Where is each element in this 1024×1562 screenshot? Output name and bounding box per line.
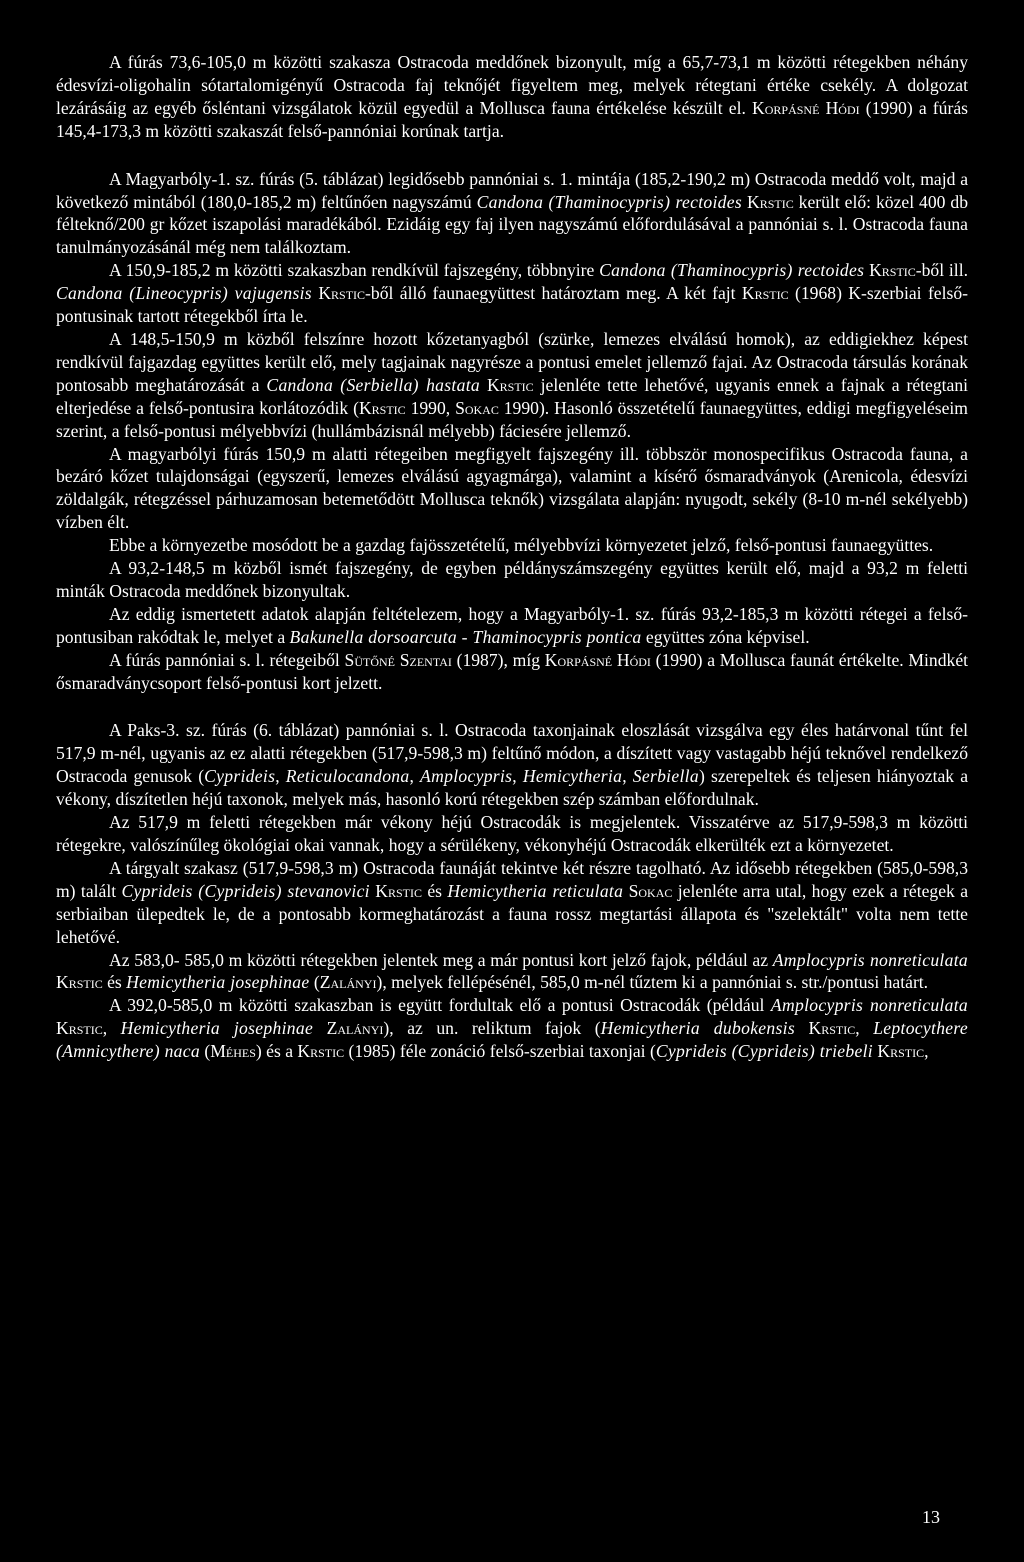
text-run: és xyxy=(421,880,448,901)
taxon-name: Candona (Thaminocypris) rectoides xyxy=(476,191,743,212)
taxon-name: Amplocypris nonreticulata xyxy=(772,949,968,970)
author-name: Méhes xyxy=(210,1041,256,1062)
text-run: ( xyxy=(199,1041,211,1062)
taxon-name: Hemicytheria josephinae xyxy=(126,972,310,993)
text-run: A Magyarbóly-1. sz. fúrás (5. táblázat) legidősebb pannóniai s. 1. mintája (185,2-190,2 m) Ostracoda meddő volt, majd a következő mintából (180,0-185,2 m) feltűnően nagyszámú xyxy=(56,168,968,212)
paragraph xyxy=(56,259,968,328)
text-run: (1985) féle zonáció felső-szerbiai taxonjai ( xyxy=(344,1041,656,1062)
text-run: , xyxy=(924,1041,929,1062)
author-name: Krstic xyxy=(358,397,406,418)
text-run: , xyxy=(275,766,286,787)
text-run: jelenléte arra utal, hogy ezek a rétegek a serbiaiban ülepedtek le, de a pontosabb kormeghatározást a fauna rossz megtartási állapota és "szelektált" volta nem tette lehetővé. xyxy=(56,880,969,947)
taxon-name: Candona (Lineocypris) vajugensis xyxy=(56,283,312,304)
text-run: A Paks-3. sz. fúrás (6. táblázat) pannóniai s. l. Ostracoda taxonjainak eloszlását vizsgálva egy éles határvonal tűnt fel 517,9 m-nél, ugyanis az ez alatti rétegekben (517,9-598,3 m) feltűnő módon, a díszített vagy vastagabb héjú teknővel rendelkező Ostracoda genusok ( xyxy=(56,720,968,787)
author-name: Krstic xyxy=(297,1041,345,1062)
text-run: és xyxy=(102,972,127,993)
author-name: Krstic xyxy=(808,1018,856,1039)
taxon-name: Hemicytheria reticulata xyxy=(447,880,624,901)
taxon-name: Candona (Serbiella) hastata xyxy=(266,374,480,395)
taxon-name: Leptocythere (Amnicythere) naca xyxy=(56,1018,969,1062)
author-name: Krstic xyxy=(318,283,366,304)
taxon-name: Serbiella xyxy=(632,766,699,787)
author-name: Sokac xyxy=(455,397,499,418)
author-name: Korpásné Hódi xyxy=(544,649,651,670)
text-run xyxy=(480,375,487,395)
taxon-name: Candona (Thaminocypris) rectoides xyxy=(599,260,865,281)
text-run: jelenléte tette lehetővé, ugyanis ennek a fajnak a rétegtani elterjedése a felső-pontusira korlátozódik ( xyxy=(56,374,968,418)
author-name: Krstic xyxy=(741,283,789,304)
text-run: , xyxy=(622,766,633,787)
paragraph xyxy=(56,328,968,443)
text-run: A 93,2-148,5 m közből ismét fajszegény, de egyben példányszámszegény együttes került elő, majd a 93,2 m feletti minták Ostracoda meddőnek bizonyultak. xyxy=(56,558,968,601)
author-name: Krstic xyxy=(375,880,422,901)
text-run: Ebbe a környezetbe mosódott be a gazdag fajösszetételű, mélyebbvízi környezetet jelző, felső-pontusi faunaegyüttes. xyxy=(109,535,934,556)
author-name: Sokac xyxy=(628,880,673,901)
paragraph xyxy=(56,603,968,649)
paragraph xyxy=(56,443,968,535)
paragraph xyxy=(56,51,968,143)
text-run: A fúrás 73,6-105,0 m közötti szakasza Ostracoda meddőnek bizonyult, míg a 65,7-73,1 m közötti rétegekben néhány édesvízi-oligohalin sótartalomigényű Ostracoda faj teknőjét figyeltem meg, melyek rétegtani értéke csekély. A dolgozat lezárásáig az egyéb ősléntani vizsgálatok közül egyedül a Mollusca fauna értékelése készült el. xyxy=(56,52,968,118)
paragraph xyxy=(56,168,968,260)
taxon-name: Cyprideis (Cyprideis) triebeli xyxy=(655,1041,873,1062)
text-run: ( xyxy=(309,972,320,993)
taxon-name: Amplocypris nonreticulata xyxy=(770,995,968,1016)
author-name: Krstic xyxy=(877,1041,925,1062)
text-run: A 392,0-585,0 m közötti szakaszban is együtt fordultak elő a pontusi Ostracodák (például xyxy=(109,995,771,1016)
text-run: -ből álló faunaegyüttest határoztam meg. A két fajt xyxy=(365,283,742,304)
text-run: ), az un. reliktum fajok ( xyxy=(383,1018,601,1039)
paragraph xyxy=(56,557,968,603)
taxon-name: Reticulocandona xyxy=(285,766,410,787)
text-run: A magyarbólyi fúrás 150,9 m alatti rétegeiben megfigyelt fajszegény ill. többször monospecifikus Ostracoda fauna, a bezáró kőzet tulajdonságai (egyszerű, lemezes elválású agyagmárga), valamint a kísérő ősmaradványok (Arenicola, édesvízi zöldalgák, rétegzéssel párhuzamosan betemetődött Mollusca teknők) vizsgálata alapján: nyugodt, sekély (8-10 m-nél sekélyebb) vízben élt. xyxy=(56,443,968,533)
text-run: 1990, xyxy=(405,397,456,418)
paragraph xyxy=(56,949,968,995)
text-run: , xyxy=(409,766,421,787)
taxon-name: Amplocypris xyxy=(420,766,513,787)
text-run: , xyxy=(855,1018,874,1039)
text-run: 1990). Hasonló összetételű faunaegyüttes, eddigi megfigyeléseim szerint, a felső-pontusi mélyebbvízi (hullámbázisnál mélyebb) fáciesére jellemző. xyxy=(56,397,968,441)
text-run: A 150,9-185,2 m közötti szakaszban rendkívül fajszegény, többnyire xyxy=(109,260,600,281)
text-run: , xyxy=(102,1018,121,1039)
text-run xyxy=(313,1018,327,1038)
author-name: Krstic xyxy=(56,1018,103,1039)
text-run: A tárgyalt szakasz (517,9-598,3 m) Ostracoda faunáját tekintve két részre tagolható. Az idősebb rétegekben (585,0-598,3 m) talált xyxy=(56,857,968,901)
text-run: (1968) K-szerbiai felső-pontusinak tartott rétegekből írta le. xyxy=(56,283,969,327)
paragraph-gap xyxy=(56,694,968,719)
text-run: ), melyek fellépésénél, 585,0 m-nél tűztem ki a pannóniai s. str./pontusi határt. xyxy=(376,972,929,993)
text-run: -ből ill. xyxy=(915,260,968,281)
body-text xyxy=(56,51,968,1063)
text-run: került elő: közel 400 db félteknő/200 gr kőzet iszapolási maradékából. Ezidáig egy faj ilyen nagyszámú előfordulásával a pannóniai s. l. Ostracoda fauna tanulmányozásánál még nem találkoztam. xyxy=(56,191,968,258)
text-run: ) szerepeltek és teljesen hiányoztak a vékony, díszítetlen héjú taxonok, melyek más, hasonló korú rétegekben szép számban előfordulnak. xyxy=(56,766,969,810)
author-name: Krstic xyxy=(869,260,916,281)
text-run: Az 517,9 m feletti rétegekben már vékony héjú Ostracodák is megjelentek. Visszatérve az 517,9-598,3 m közötti rétegekre, valószínűleg ökológiai okai vannak, hogy a sérülékeny, vékonyhéjú Ostracodák elkerülték ezt a környezetet. xyxy=(56,812,968,855)
paragraph xyxy=(56,811,968,857)
text-run: (1990) a Mollusca faunát értékelte. Mindkét ősmaradványcsoport felső-pontusi kort jelzett. xyxy=(56,649,969,693)
taxon-name: Cyprideis (Cyprideis) stevanovici xyxy=(121,880,370,901)
taxon-name: Hemicytheria xyxy=(522,766,623,787)
text-run: Az 583,0- 585,0 m közötti rétegekben jelentek meg a már pontusi kort jelző fajok, például az xyxy=(109,949,773,970)
text-run: (1990) a fúrás 145,4-173,3 m közötti szakaszát felső-pannóniai korúnak tartja. xyxy=(56,97,968,141)
text-run: Az eddig ismertetett adatok alapján feltételezem, hogy a Magyarbóly-1. sz. fúrás 93,2-185,3 m közötti rétegei a felső-pontusiban rakódtak le, melyet a xyxy=(56,603,968,647)
text-run xyxy=(795,1018,809,1038)
author-name: Sütőné Szentai xyxy=(344,649,452,670)
page-number: 13 xyxy=(922,1507,940,1527)
text-run: A 148,5-150,9 m közből felszínre hozott kőzetanyagból (szürke, lemezes elválású homok), az eddigiekhez képest rendkívül fajgazdag együttes került elő, mely tagjainak nagyrésze a pontusi emelet jellemző fajai. Az Ostracoda társulás korának pontosabb meghatározását a xyxy=(56,328,968,395)
taxon-name: Hemicytheria dubokensis xyxy=(600,1018,795,1039)
author-name: Krstic xyxy=(56,972,103,993)
text-run: , xyxy=(512,766,523,787)
text-run: A fúrás pannóniai s. l. rétegeiből xyxy=(109,649,345,670)
paragraph-gap xyxy=(56,143,968,168)
paragraph xyxy=(56,534,968,557)
author-name: Zalányi xyxy=(326,1018,384,1039)
author-name: Zalányi xyxy=(319,972,377,993)
paragraph xyxy=(56,649,968,695)
taxon-name: Hemicytheria josephinae xyxy=(120,1018,314,1039)
text-run: együttes zóna képvisel. xyxy=(641,626,810,647)
author-name: Korpásné Hódi xyxy=(752,97,860,118)
taxon-name: Cyprideis xyxy=(204,766,276,787)
paragraph xyxy=(56,994,968,1063)
taxon-name: Bakunella dorsoarcuta - Thaminocypris pontica xyxy=(289,626,642,647)
author-name: Krstic xyxy=(747,191,794,212)
paragraph xyxy=(56,719,968,811)
text-run: (1987), míg xyxy=(451,649,545,670)
paragraph xyxy=(56,857,968,949)
text-run: ) és a xyxy=(255,1041,298,1062)
author-name: Krstic xyxy=(486,374,534,395)
